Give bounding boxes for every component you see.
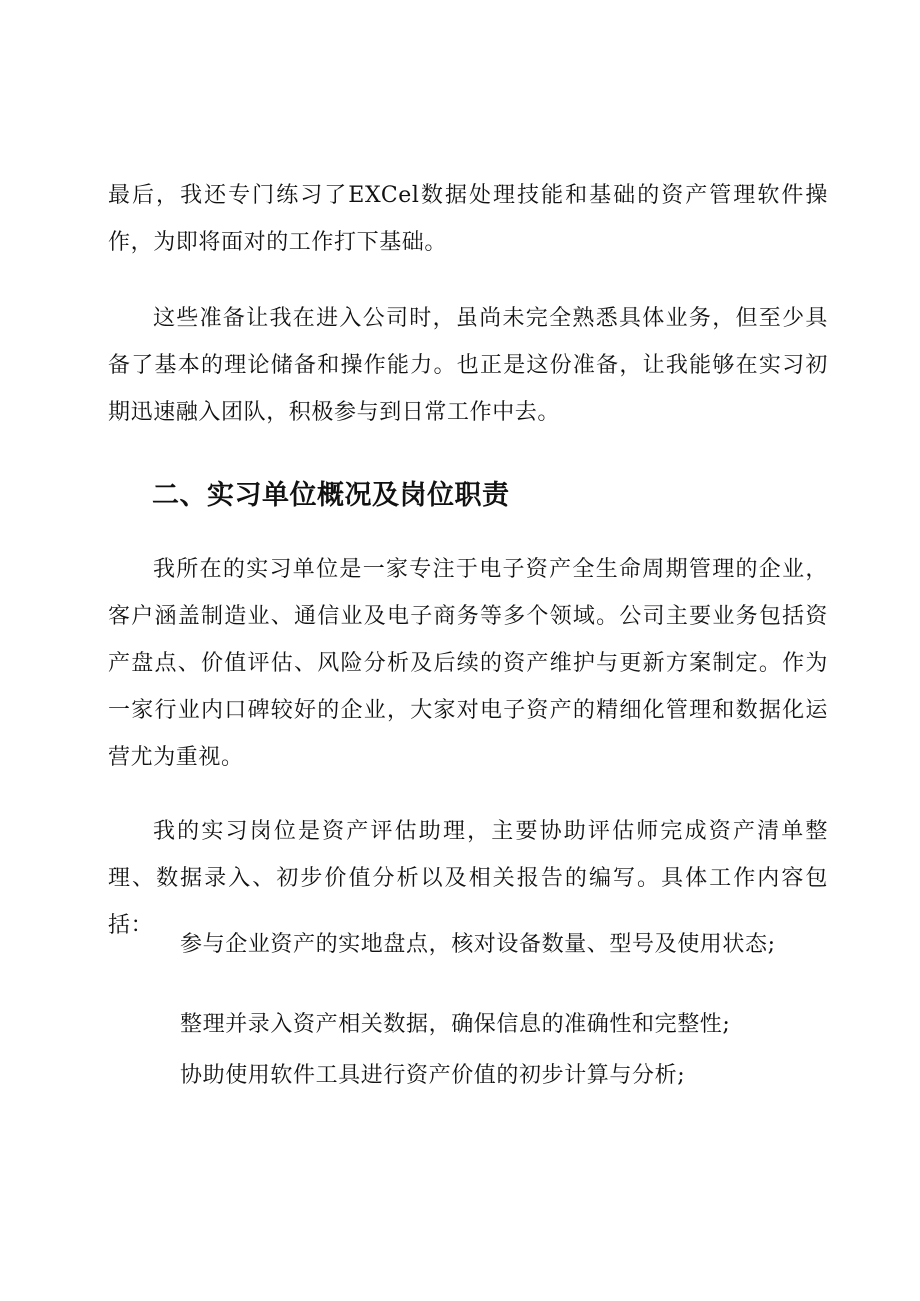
paragraph-preparation-summary: 这些准备让我在进入公司时，虽尚未完全熟悉具体业务，但至少具备了基本的理论储备和操作能力。也正是这份准备，让我能够在实习初期迅速融入团队，积极参与到日常工作中去。 [108,306,828,425]
paragraph-company-overview: 我所在的实习单位是一家专注于电子资产全生命周期管理的企业，客户涵盖制造业、通信业及电子商务等多个领域。公司主要业务包括资产盘点、价值评估、风险分析及后续的资产维护与更新方案制定。作为一家行业内口碑较好的企业，大家对电子资产的精细化管理和数据化运营尤为重视。 [108,557,828,770]
list-item: 协助使用软件工具进行资产价值的初步计算与分析; [180,1063,686,1088]
paragraph-preparation-excel: 最后，我还专门练习了EXCel数据处理技能和基础的资产管理软件操作，为即将面对的工作打下基础。 [108,183,828,255]
list-item: 整理并录入资产相关数据，确保信息的准确性和完整性; [180,1012,731,1037]
list-item: 参与企业资产的实地盘点，核对设备数量、型号及使用状态; [180,932,776,957]
paragraph-position-duties: 我的实习岗位是资产评估助理，主要协助评估师完成资产清单整理、数据录入、初步价值分析以及相关报告的编写。具体工作内容包括： [108,819,828,938]
section-heading: 二、实习单位概况及岗位职责 [152,480,510,511]
